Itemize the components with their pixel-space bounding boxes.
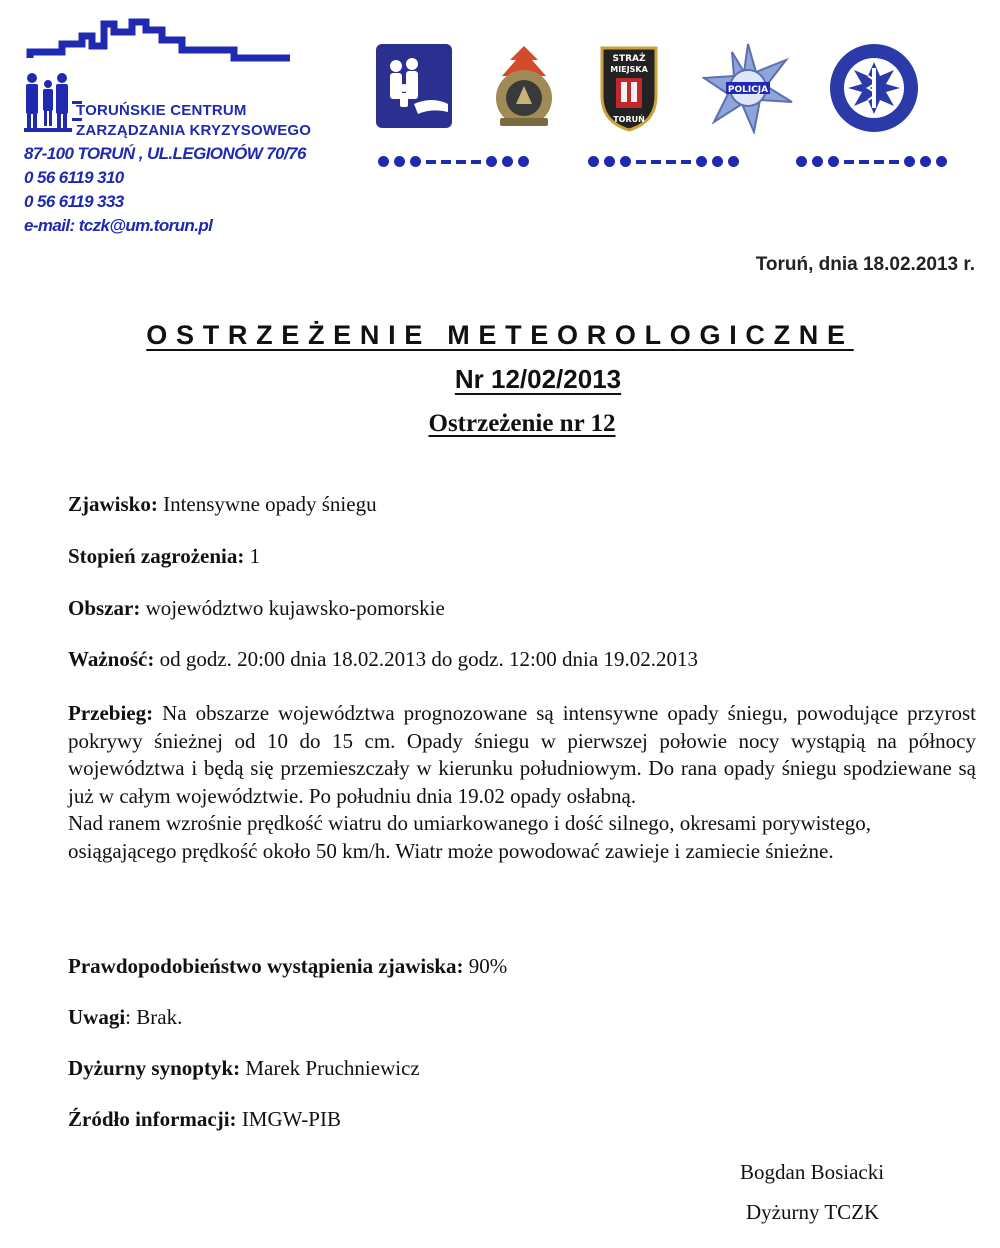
field-prawdopodobienstwo-label: Prawdopodobieństwo wystąpienia zjawiska: <box>68 954 464 978</box>
org-email: e-mail: tczk@um.torun.pl <box>24 216 213 235</box>
field-zjawisko-label: Zjawisko: <box>68 492 158 516</box>
document-number <box>0 364 1000 395</box>
org-address: 87-100 TORUŃ , UL.LEGIONÓW 70/76 <box>24 144 306 163</box>
field-przebieg-paragraph-3: osiągającego prędkość około 50 km/h. Wiatr może powodować zawieje i zamiecie śnieżne. <box>68 838 834 863</box>
field-synoptyk-label: Dyżurny synoptyk: <box>68 1056 241 1080</box>
field-obszar-value: województwo kujawsko-pomorskie <box>140 596 445 620</box>
field-przebieg-label: Przebieg: <box>68 701 154 725</box>
fire-brigade-emblem-icon <box>488 42 560 134</box>
field-przebieg-paragraph-1: Na obszarze województwa prognozowane są intensywne opady śniegu, powodujące przyrost pokrywy śnieżnej od 10 do 15 cm. Opady śniegu w pierwszej połowie nocy wystąpią na północy województwa i będą się przemieszczały w kierunku południowym. Do rana opady śniegu spodziewane są już w całym województwie. Po południu dnia 19.02 opady osłabną. <box>68 701 976 808</box>
divider-dots-2 <box>588 156 739 167</box>
field-waznosc <box>68 647 698 672</box>
field-uwagi <box>68 1005 182 1030</box>
field-zrodlo-label: Źródło informacji: <box>68 1107 237 1131</box>
city-guard-emblem-icon <box>594 42 664 134</box>
svg-text:STRAŻ: STRAŻ <box>612 54 646 64</box>
field-synoptyk-value: Marek Pruchniewicz <box>240 1056 420 1080</box>
document-date: Toruń, dnia 18.02.2013 r. <box>755 254 975 275</box>
org-phone-1: 0 56 6119 310 <box>24 168 124 187</box>
field-stopien <box>68 544 260 569</box>
org-phone-2: 0 56 6119 333 <box>24 192 124 211</box>
org-name-line2: ZARZĄDZANIA KRYZYSOWEGO <box>76 122 312 139</box>
social-care-emblem-icon <box>374 42 454 130</box>
police-star-emblem-icon <box>702 42 794 134</box>
field-zrodlo-value: IMGW-PIB <box>236 1107 341 1131</box>
svg-text:TORUŃ: TORUŃ <box>613 115 645 124</box>
divider-dots-3 <box>796 156 947 167</box>
field-obszar-label: Obszar: <box>68 596 141 620</box>
field-zjawisko-value: Intensywne opady śniegu <box>157 492 377 516</box>
field-prawdopodobienstwo <box>68 954 507 979</box>
field-uwagi-value: : Brak. <box>125 1005 183 1029</box>
document-title <box>0 320 1000 351</box>
org-name-line1: TORUŃSKIE CENTRUM <box>76 102 247 119</box>
document-number-text: Nr 12/02/2013 <box>454 364 622 394</box>
field-zrodlo <box>68 1107 341 1132</box>
document-subtitle-text: Ostrzeżenie nr 12 <box>428 410 616 437</box>
svg-text:POLICJA: POLICJA <box>727 85 769 95</box>
field-waznosc-value: od godz. 20:00 dnia 18.02.2013 do godz. 12:00 dnia 19.02.2013 <box>154 647 698 671</box>
field-waznosc-label: Ważność: <box>68 647 155 671</box>
document-title-text: OSTRZEŻENIE METEOROLOGICZNE <box>146 320 854 350</box>
field-synoptyk <box>68 1056 420 1081</box>
field-stopien-label: Stopień zagrożenia: <box>68 544 245 568</box>
field-obszar <box>68 596 445 621</box>
document-subtitle <box>0 410 1000 438</box>
field-prawdopodobienstwo-value: 90% <box>463 954 508 978</box>
svg-text:MIEJSKA: MIEJSKA <box>610 65 648 74</box>
medical-rescue-emblem-icon <box>828 42 920 134</box>
field-przebieg-paragraph-2: Nad ranem wzrośnie prędkość wiatru do umiarkowanego i dość silnego, okresami porywistego, <box>68 811 872 835</box>
signature-role: Dyżurny TCZK <box>746 1200 880 1224</box>
field-stopien-value: 1 <box>244 544 261 568</box>
field-zjawisko <box>68 492 377 517</box>
field-przebieg <box>68 700 976 865</box>
divider-dots-1 <box>378 156 529 167</box>
signature-name: Bogdan Bosiacki <box>740 1160 885 1184</box>
field-uwagi-label: Uwagi <box>68 1005 126 1029</box>
